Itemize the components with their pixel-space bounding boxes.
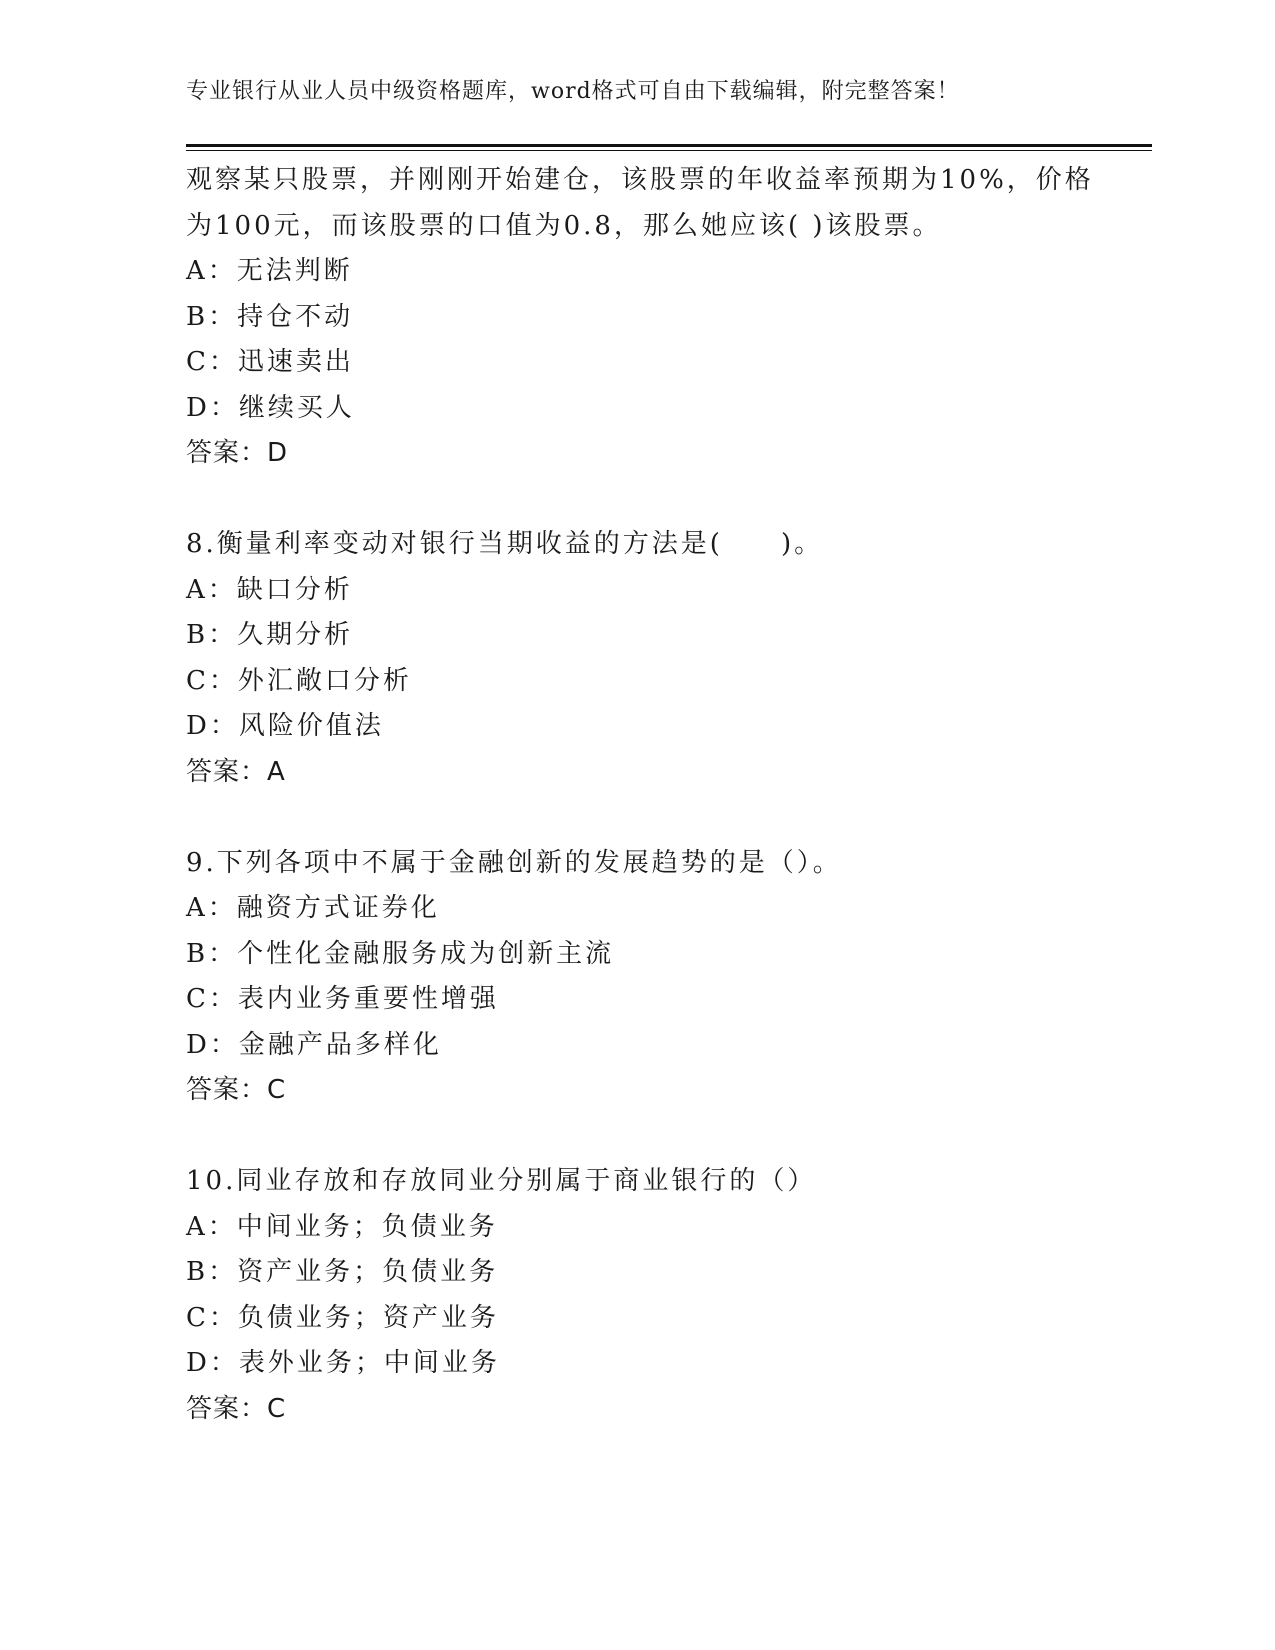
option-d: D：风险价值法 <box>186 711 384 741</box>
option-b: B：持仓不动 <box>186 301 354 332</box>
option-b: B：久期分析 <box>186 620 354 650</box>
question-stem: 8.衡量利率变动对银行当期收益的方法是( )。 <box>186 529 824 559</box>
answer: 答案：D <box>186 438 289 468</box>
question-stem: 观察某只股票，并刚刚开始建仓，该股票的年收益率预期为10%，价格 <box>186 165 1094 195</box>
answer: 答案：A <box>186 756 286 787</box>
option-b: B：个性化金融服务成为创新主流 <box>186 938 615 969</box>
spacer <box>186 1114 1086 1160</box>
option-d: D：金融产品多样化 <box>186 1029 442 1060</box>
question-block-7 <box>186 158 1094 477</box>
option-d: D：表外业务；中间业务 <box>186 1348 500 1378</box>
option-d: D：继续买人 <box>186 392 355 423</box>
option-c: C：迅速卖出 <box>186 347 354 377</box>
page-header: 专业银行从业人员中级资格题库，word格式可自由下载编辑，附完整答案！ <box>186 79 960 104</box>
question-block-9 <box>186 841 1086 1114</box>
question-stem: 10.同业存放和存放同业分别属于商业银行的（） <box>186 1166 817 1196</box>
header-rule-thin <box>186 150 1152 151</box>
question-stem: 9.下列各项中不属于金融创新的发展趋势的是（）。 <box>186 847 842 878</box>
answer: 答案：C <box>186 1075 287 1105</box>
answer: 答案：C <box>186 1393 287 1424</box>
question-block-10 <box>186 1159 1086 1432</box>
question-list <box>186 158 1094 1432</box>
option-b: B：资产业务；负债业务 <box>186 1257 499 1287</box>
option-a: A：无法判断 <box>186 256 353 286</box>
option-a: A：缺口分析 <box>186 574 353 605</box>
option-c: C：负债业务；资产业务 <box>186 1302 499 1333</box>
option-a: A：融资方式证券化 <box>186 893 440 923</box>
option-a: A：中间业务；负债业务 <box>186 1211 498 1242</box>
question-block-8 <box>186 522 1086 795</box>
header-rule-thick <box>186 144 1152 147</box>
spacer <box>186 477 1086 523</box>
option-c: C：表内业务重要性增强 <box>186 984 499 1014</box>
spacer <box>186 795 1086 841</box>
option-c: C：外汇敞口分析 <box>186 665 412 696</box>
question-stem: 为100元，而该股票的口值为0.8，那么她应该( )该股票。 <box>186 210 942 241</box>
